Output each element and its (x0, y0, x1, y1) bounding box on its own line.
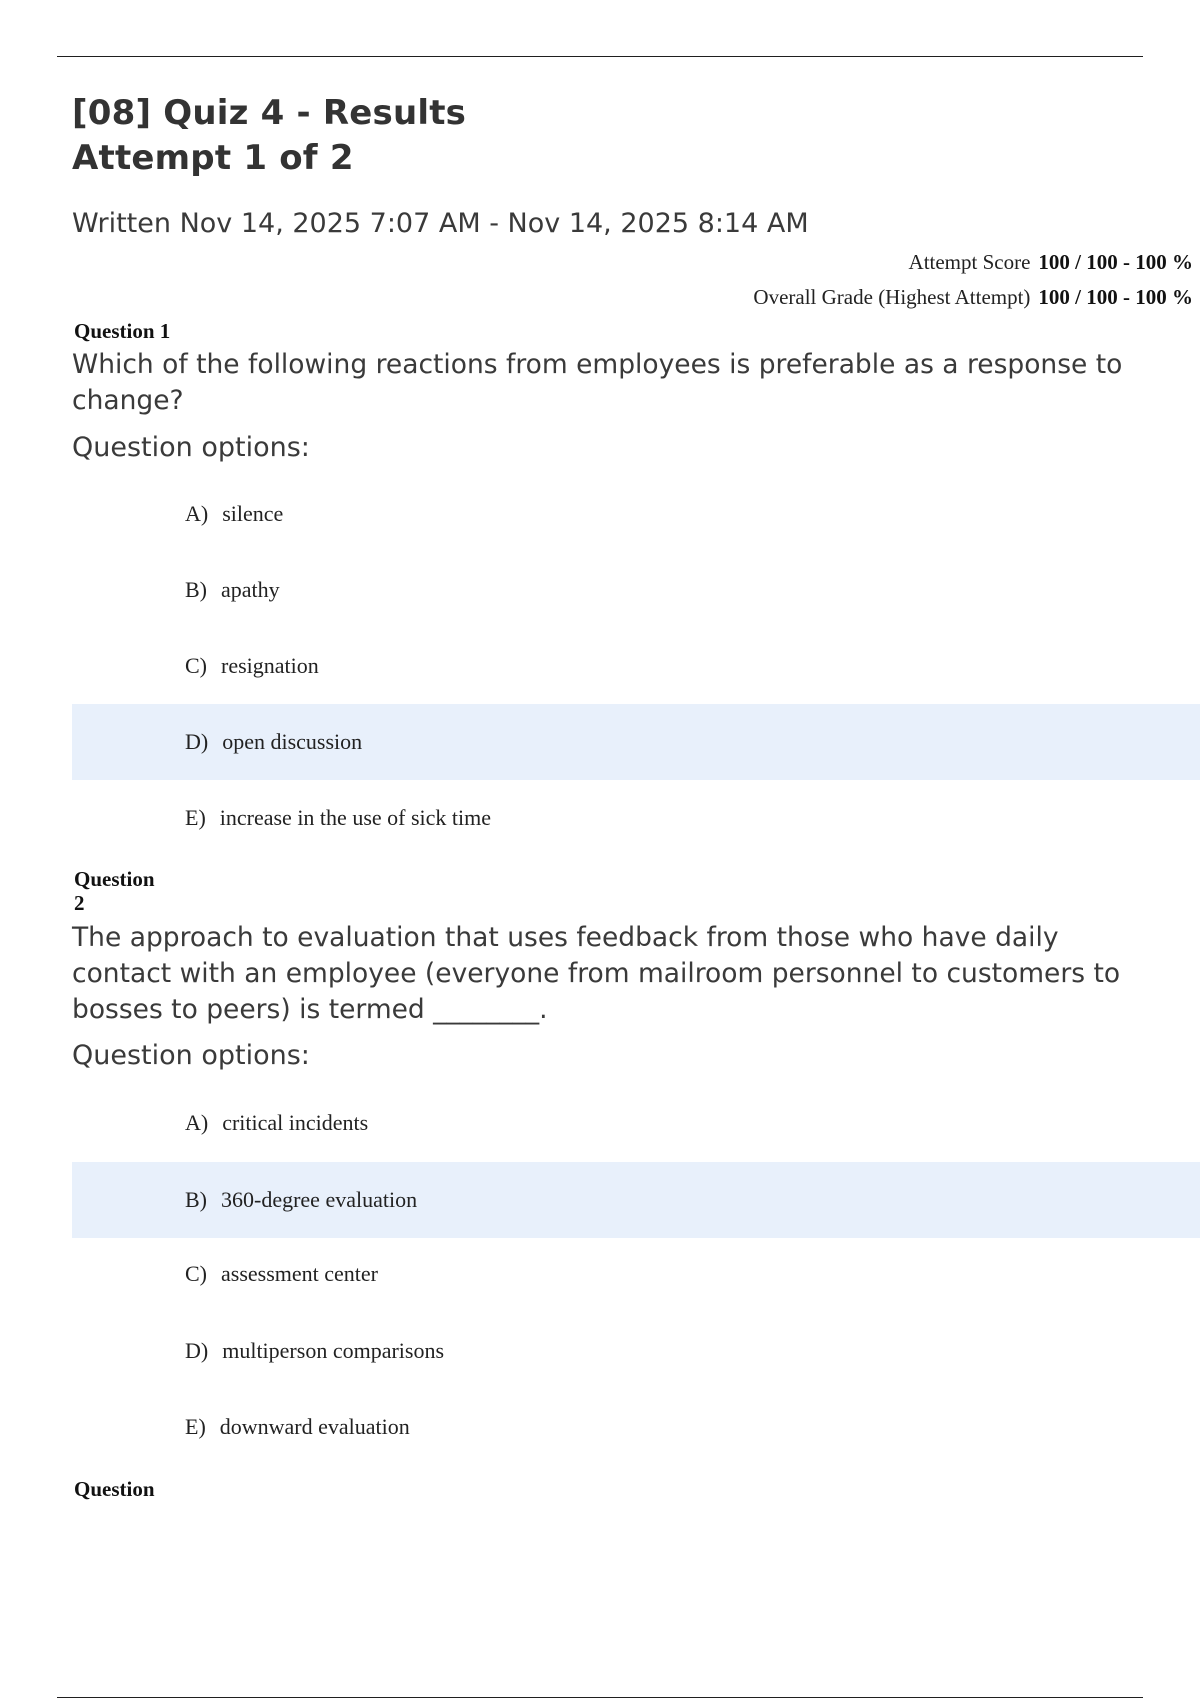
question-1-options-heading: Question options: (72, 432, 310, 463)
option-text: resignation (221, 653, 319, 678)
question-1-option-b (72, 552, 1200, 628)
attempt-score-value: 100 / 100 - 100 % (1038, 250, 1193, 274)
question-2-label (74, 867, 155, 915)
question-1-option-a (72, 476, 1200, 552)
attempt-score (909, 249, 1193, 275)
question-3-label: Question (74, 1477, 155, 1501)
option-text: downward evaluation (219, 1414, 410, 1439)
overall-grade (753, 284, 1193, 310)
option-text: critical incidents (222, 1110, 369, 1135)
question-2-option-b-selected (72, 1162, 1200, 1238)
option-text: assessment center (221, 1261, 378, 1286)
bottom-divider (57, 1697, 1143, 1698)
option-letter: A) (185, 1110, 209, 1135)
question-2-options-heading: Question options: (72, 1040, 310, 1071)
option-letter: E) (185, 805, 206, 830)
question-1-option-d-selected (72, 704, 1200, 780)
question-1-option-c (72, 628, 1200, 704)
attempt-score-label: Attempt Score (908, 250, 1031, 274)
attempt-subtitle: Attempt 1 of 2 (72, 138, 354, 178)
question-2-option-c (72, 1236, 1200, 1312)
question-2-text: The approach to evaluation that uses feedback from those who have daily contact with an employee (everyone from mailroom personnel to customers to bosses to peers) is termed ________. (72, 922, 1121, 1025)
option-text: 360-degree evaluation (221, 1187, 418, 1212)
option-text: open discussion (222, 729, 363, 754)
question-2-label-number: 2 (74, 891, 85, 915)
option-text: apathy (221, 577, 280, 602)
overall-grade-label: Overall Grade (Highest Attempt) (753, 285, 1031, 309)
top-divider (57, 56, 1143, 57)
option-letter: B) (185, 1187, 207, 1212)
option-letter: E) (185, 1414, 206, 1439)
question-1-label: Question 1 (74, 319, 171, 343)
option-letter: D) (185, 729, 209, 754)
page-title: [08] Quiz 4 - Results (72, 93, 467, 133)
option-letter: A) (185, 501, 209, 526)
overall-grade-value: 100 / 100 - 100 % (1038, 285, 1193, 309)
option-text: increase in the use of sick time (219, 805, 492, 830)
option-text: multiperson comparisons (222, 1338, 445, 1363)
question-2-option-a (72, 1085, 1200, 1161)
option-letter: C) (185, 653, 207, 678)
question-2-label-word: Question (74, 867, 155, 891)
option-letter: B) (185, 577, 207, 602)
option-letter: C) (185, 1261, 207, 1286)
option-letter: D) (185, 1338, 209, 1363)
option-text: silence (222, 501, 284, 526)
written-timestamp: Written Nov 14, 2025 7:07 AM - Nov 14, 2025 8:14 AM (72, 208, 809, 239)
question-1-option-e (72, 780, 1200, 856)
question-2-option-e (72, 1389, 1200, 1465)
question-1-text: Which of the following reactions from employees is preferable as a response to change? (72, 349, 1123, 416)
question-2-option-d (72, 1313, 1200, 1389)
